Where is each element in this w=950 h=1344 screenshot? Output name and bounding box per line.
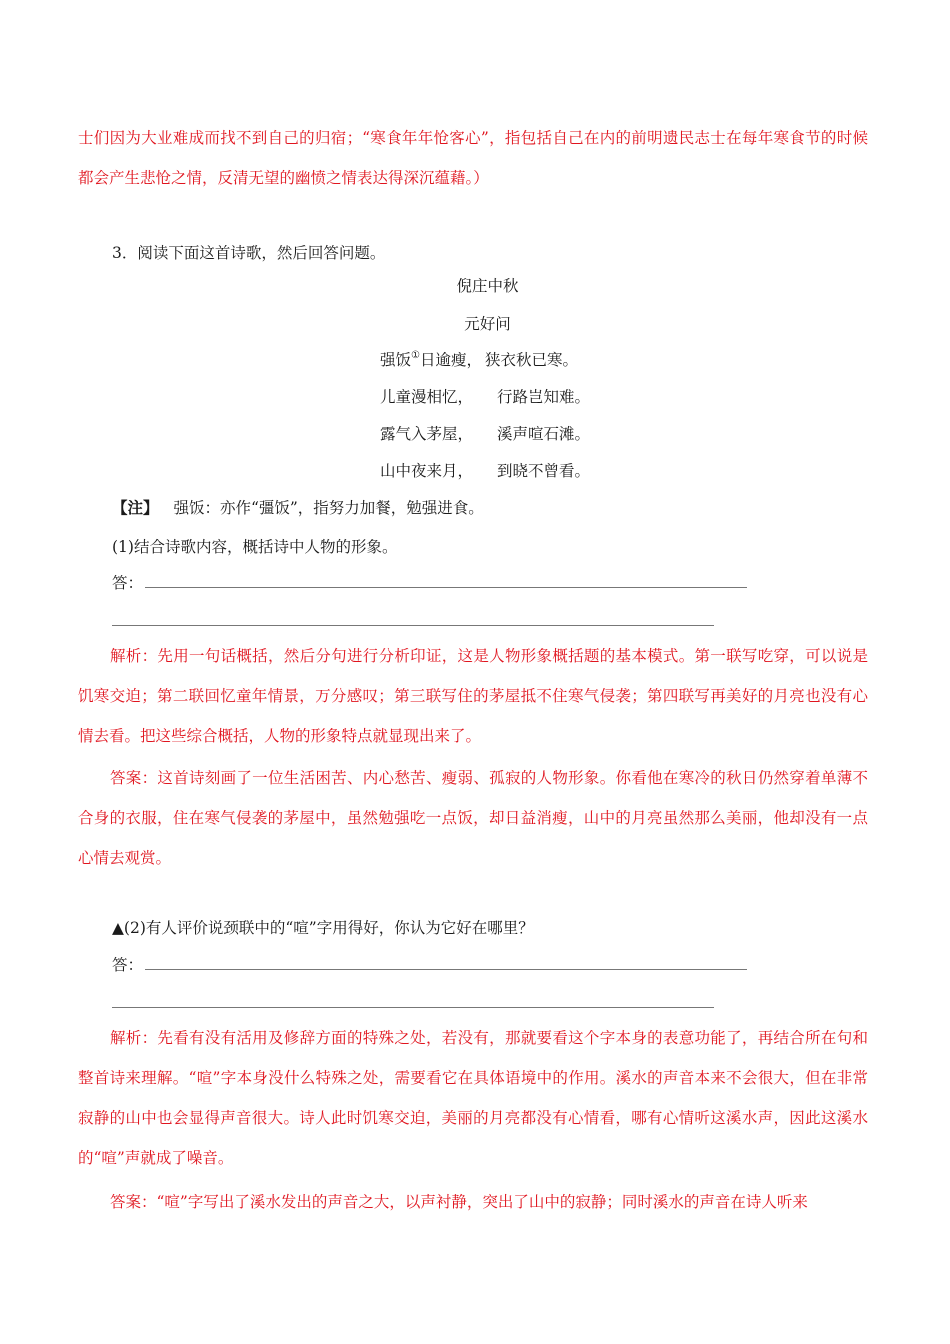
answer-1: 答案：这首诗刻画了一位生活困苦、内心愁苦、瘦弱、孤寂的人物形象。你看他在寒冷的秋日仍然穿着单薄不合身的衣服，住在寒气侵袭的茅屋中，虽然勉强吃一点饭，却日益消瘦，山中的月亮虽然那么美丽，他却没有一点心情去观赏。 [78,769,868,867]
poem-line-2-second: 行路岂知难。 [497,388,591,406]
poem-line-1 [380,350,579,370]
note-text: 强饭：亦作“彊饭”，指努力加餐，勉强进食。 [173,499,484,517]
poem-line-2-first: 儿童漫相忆， [380,388,474,406]
poem-title: 倪庄中秋 [456,277,519,295]
poem-line-1-word: 强饭 [380,351,412,369]
analysis-1: 解析：先用一句话概括，然后分句进行分析印证，这是人物形象概括题的基本模式。第一联写吃穿，可以说是饥寒交迫；第二联回忆童年情景，万分感叹；第三联写住的茅屋抵不住寒气侵袭；第四联写再美好的月亮也没有心情去看。把这些综合概括，人物的形象特点就显现出来了。 [78,647,868,745]
poem-line-1-first [380,351,482,369]
poem-line-1-second: 狭衣秋已寒。 [485,351,579,369]
footnote-marker: ① [411,350,420,361]
poem-line-3-second: 溪声喧石滩。 [497,425,591,443]
poem-line-4-first: 山中夜来月， [380,462,474,480]
poem-line-2 [380,387,591,407]
poem-note [112,498,484,518]
poem-line-1-rest: 日逾瘦， [419,351,482,369]
answer-line-1b[interactable] [112,625,714,626]
answer-label-2: 答： [112,956,144,974]
subquestion-1: (1)结合诗歌内容，概括诗中人物的形象。 [112,538,398,556]
subquestion-2 [112,918,534,938]
triangle-marker-icon: ▲ [112,919,124,937]
answer-line-2a[interactable] [145,969,747,970]
note-label: 【注】 [112,498,159,517]
previous-answer-continuation: 士们因为大业难成而找不到自己的归宿；“寒食年年怆客心”，指包括自己在内的前明遗民志士在每年寒食节的时候都会产生悲怆之情，反清无望的幽愤之情表达得深沉蕴藉。） [78,129,868,187]
answer-2: 答案：“喧”字写出了溪水发出的声音之大，以声衬静，突出了山中的寂静；同时溪水的声音在诗人听来 [110,1193,808,1211]
subquestion-2-text: (2)有人评价说颈联中的“喧”字用得好，你认为它好在哪里？ [123,919,534,937]
question-3-prompt: 3．阅读下面这首诗歌，然后回答问题。 [112,244,386,262]
poem-line-3 [380,424,591,444]
answer-line-1a[interactable] [145,587,747,588]
poem-author: 元好问 [464,315,511,333]
answer-line-2b[interactable] [112,1007,714,1008]
answer-label-1: 答： [112,574,144,592]
poem-line-4 [380,461,591,481]
poem-line-4-second: 到晓不曾看。 [497,462,591,480]
poem-line-3-first: 露气入茅屋， [380,425,474,443]
analysis-2: 解析：先看有没有活用及修辞方面的特殊之处，若没有，那就要看这个字本身的表意功能了，再结合所在句和整首诗来理解。“喧”字本身没什么特殊之处，需要看它在具体语境中的作用。溪水的声音本来不会很大，但在非常寂静的山中也会显得声音很大。诗人此时饥寒交迫，美丽的月亮都没有心情看，哪有心情听这溪水声，因此这溪水的“喧”声就成了噪音。 [78,1029,868,1167]
